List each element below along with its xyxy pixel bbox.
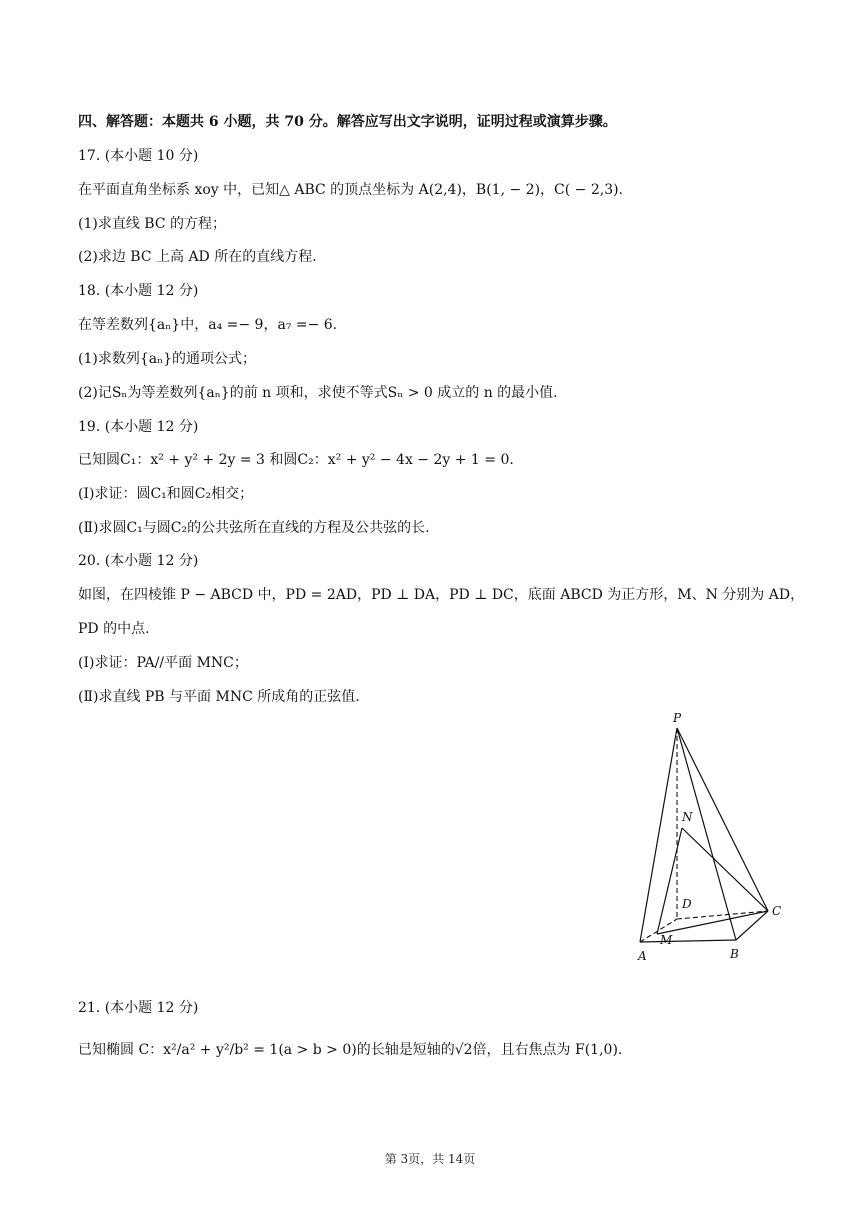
label-A: A — [638, 949, 647, 963]
question-18-title: 18. (本小题 12 分) — [78, 283, 199, 299]
question-18-text: 在等差数列{aₙ}中，a₄ =− 9，a₇ =− 6. — [78, 317, 338, 333]
edge-MN — [657, 828, 682, 934]
edge-DC — [677, 911, 768, 919]
question-20-title: 20. (本小题 12 分) — [78, 553, 199, 569]
question-21-title: 21. (本小题 12 分) — [78, 1000, 199, 1016]
label-C: C — [772, 904, 782, 918]
question-20-text-continued: PD 的中点. — [78, 621, 150, 637]
edge-PA — [640, 728, 677, 942]
label-N: N — [682, 810, 693, 824]
label-B: B — [730, 947, 739, 961]
question-20-part-1: (Ⅰ)求证：PA//平面 MNC； — [78, 655, 248, 671]
edge-BC — [736, 911, 768, 940]
edge-AB — [640, 940, 736, 942]
question-17-text: 在平面直角坐标系 xoy 中，已知△ ABC 的顶点坐标为 A(2,4)，B(1, − 2)，C( − 2,3). — [78, 182, 624, 198]
label-M: M — [660, 933, 673, 947]
question-19-text: 已知圆C₁：x² + y² + 2y = 3 和圆C₂：x² + y² − 4x − 2y + 1 = 0. — [78, 452, 514, 468]
section-heading: 四、解答题：本题共 6 小题，共 70 分。解答应写出文字说明，证明过程或演算步骤。 — [78, 114, 617, 130]
label-D: D — [682, 897, 692, 911]
question-18-part-1: (1)求数列{aₙ}的通项公式； — [78, 351, 257, 367]
page-footer: 第 3页，共 14页 — [384, 1152, 476, 1166]
question-19-part-1: (Ⅰ)求证：圆C₁和圆C₂相交； — [78, 486, 254, 502]
question-20-part-2: (Ⅱ)求直线 PB 与平面 MNC 所成角的正弦值. — [78, 689, 360, 705]
edge-MC — [657, 911, 768, 934]
question-19-part-2: (Ⅱ)求圆C₁与圆C₂的公共弦所在直线的方程及公共弦的长. — [78, 520, 430, 536]
label-P: P — [673, 711, 682, 725]
question-21-text: 已知椭圆 C：x²/a² + y²/b² = 1(a > b > 0)的长轴是短轴的√2倍，且右焦点为 F(1,0). — [78, 1042, 623, 1058]
question-17-title: 17. (本小题 10 分) — [78, 148, 199, 164]
question-19-title: 19. (本小题 12 分) — [78, 419, 199, 435]
question-20-text: 如图，在四棱锥 P − ABCD 中，PD = 2AD，PD ⊥ DA，PD ⊥ DC，底面 ABCD 为正方形，M、N 分别为 AD， — [78, 587, 805, 603]
question-18-part-2: (2)记Sₙ为等差数列{aₙ}的前 n 项和，求使不等式Sₙ > 0 成立的 n 的最小值. — [78, 385, 558, 401]
pyramid-figure — [626, 706, 796, 968]
question-17-part-1: (1)求直线 BC 的方程； — [78, 216, 226, 232]
question-17-part-2: (2)求边 BC 上高 AD 所在的直线方程. — [78, 249, 317, 265]
